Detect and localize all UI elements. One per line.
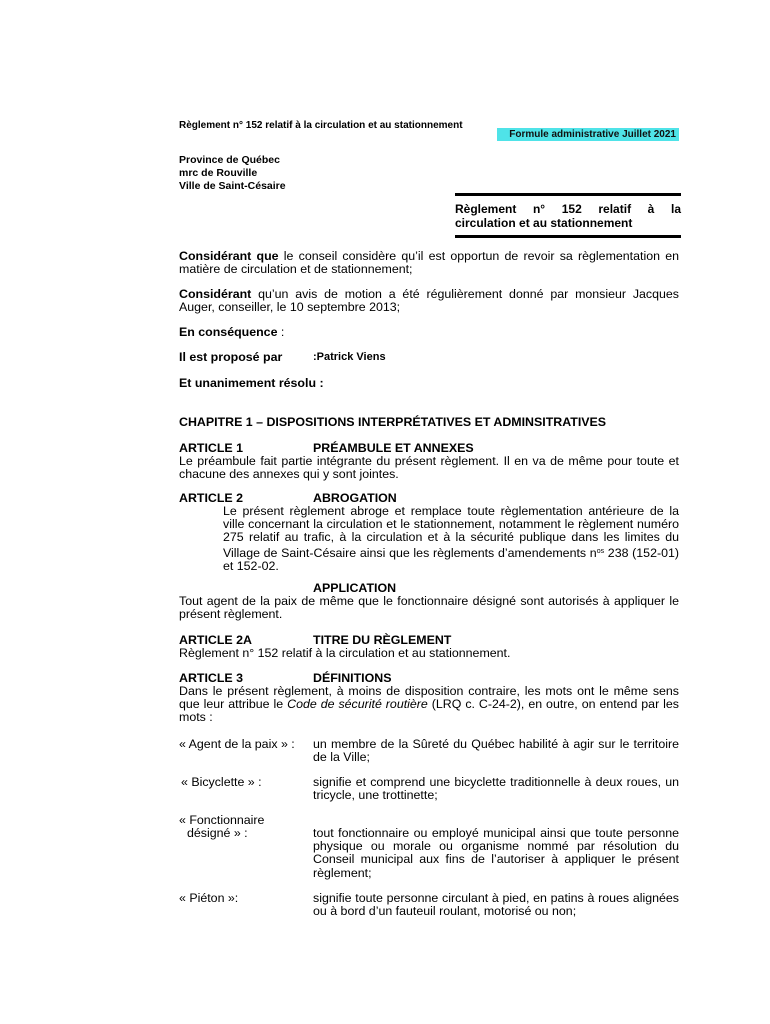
jurisdiction-province: Province de Québec [179,154,280,166]
definition-term-bicyclette: « Bicyclette » : [181,775,262,789]
definition-term-pieton: « Piéton »: [179,891,239,905]
definition-text-agent: un membre de la Sûreté du Québec habilité à agir sur le territoire de la Ville; [313,737,679,765]
consequence-colon: : [277,325,285,339]
article-1-text: Le préambule fait partie intégrante du présent règlement. Il en va de même pour toute et chacune des annexes qui y sont jointes. [179,454,679,482]
article-2a-number: ARTICLE 2A [179,633,252,647]
definition-text-bicyclette: signifie et comprend une bicyclette traditionnelle à deux roues, un tricycle, une trottinette; [313,775,679,803]
application-title: APPLICATION [313,581,397,595]
article-2-text-a: Le présent règlement abroge et remplace toute règlementation antérieure de la ville concernant la circulation et le stationnement, notamment le règlement numéro 275 relatif au trafic, à la circulation et à la sécurité publique dans les limites du Village de Saint-Césaire ainsi que les règlements d’amendements n [223,504,679,560]
running-title: Règlement n° 152 relatif à la circulation et au stationnement [179,120,463,131]
article-2a-text: Règlement n° 152 relatif à la circulation et au stationnement. [179,646,511,660]
consequence-line [179,326,679,339]
regulation-title-line2: circulation et au stationnement [455,216,633,230]
article-2a-title: TITRE DU RÈGLEMENT [313,633,452,647]
application-text: Tout agent de la paix de même que le fonctionnaire désigné sont autorisés à appliquer le présent règlement. [179,594,679,622]
article-3-text-a: Dans le présent règlement, à moins de disposition contraire, les mots ont le même sens que leur attribue le [179,684,679,712]
considerant-2-text: qu’un avis de motion a été régulièrement donné par monsieur Jacques Auger, conseiller, le 10 septembre 2013; [179,287,679,315]
jurisdiction-ville: Ville de Saint-Césaire [179,180,286,192]
article-2-title: ABROGATION [313,491,397,505]
definition-text-fonctionnaire: tout fonctionnaire ou employé municipal ainsi que toute personne physique ou morale ou organisme nommé par résolution du Conseil municipal aux fins de l’autoriser à appliquer le présent règlement; [313,826,679,880]
propose-line [179,351,679,364]
article-2-number: ARTICLE 2 [179,491,244,505]
jurisdiction-mrc: mrc de Rouville [179,167,258,179]
article-3-title: DÉFINITIONS [313,671,392,685]
formule-badge: Formule administrative Juillet 2021 [497,128,679,141]
article-3-number: ARTICLE 3 [179,671,244,685]
considerant-1-text: le conseil considère qu’il est opportun de revoir sa règlementation en matière de circulation et de stationnement; [179,249,679,277]
article-3-text-b: (LRQ c. C-24-2), en outre, on entend par les mots : [179,697,679,725]
consequence-label: En conséquence [179,325,278,339]
propose-label: Il est proposé par [179,350,283,364]
considerant-2-lead: Considérant [179,287,252,301]
preamble-considerant-1 [179,250,679,276]
jurisdiction [179,154,679,193]
article-2-body [223,505,679,573]
regulation-title-box [455,193,681,238]
definition-term-fonctionnaire [179,814,264,840]
article-2-text-sup: os [596,547,605,555]
article-3-text-italic: Code de sécurité routière [287,697,428,712]
article-1-body [179,455,679,481]
article-1-number: ARTICLE 1 [179,441,244,455]
preamble-considerant-2 [179,288,679,314]
definition-term-fonctionnaire-line2: désigné » : [187,826,248,841]
definition-term-fonctionnaire-line1: « Fonctionnaire [179,813,265,827]
definition-term-agent: « Agent de la paix » : [179,737,295,751]
definition-text-pieton: signifie toute personne circulant à pied, en patins à roues alignées ou à bord d’un fauteuil roulant, motorisé ou non; [313,891,679,919]
application-body [179,595,679,621]
resolu-line: Et unanimement résolu : [179,376,324,390]
article-3-body [179,685,679,725]
propose-name: :Patrick Viens [313,351,386,363]
article-1-title: PRÉAMBULE ET ANNEXES [313,441,474,455]
chapter-1-title: CHAPITRE 1 – DISPOSITIONS INTERPRÉTATIVES ET ADMINSITRATIVES [179,415,607,429]
article-2-text-b: 238 (152-01) et 152-02. [223,545,679,573]
considerant-1-lead: Considérant que [179,249,279,263]
regulation-title-line1: Règlement n° 152 relatif à la [455,202,681,216]
